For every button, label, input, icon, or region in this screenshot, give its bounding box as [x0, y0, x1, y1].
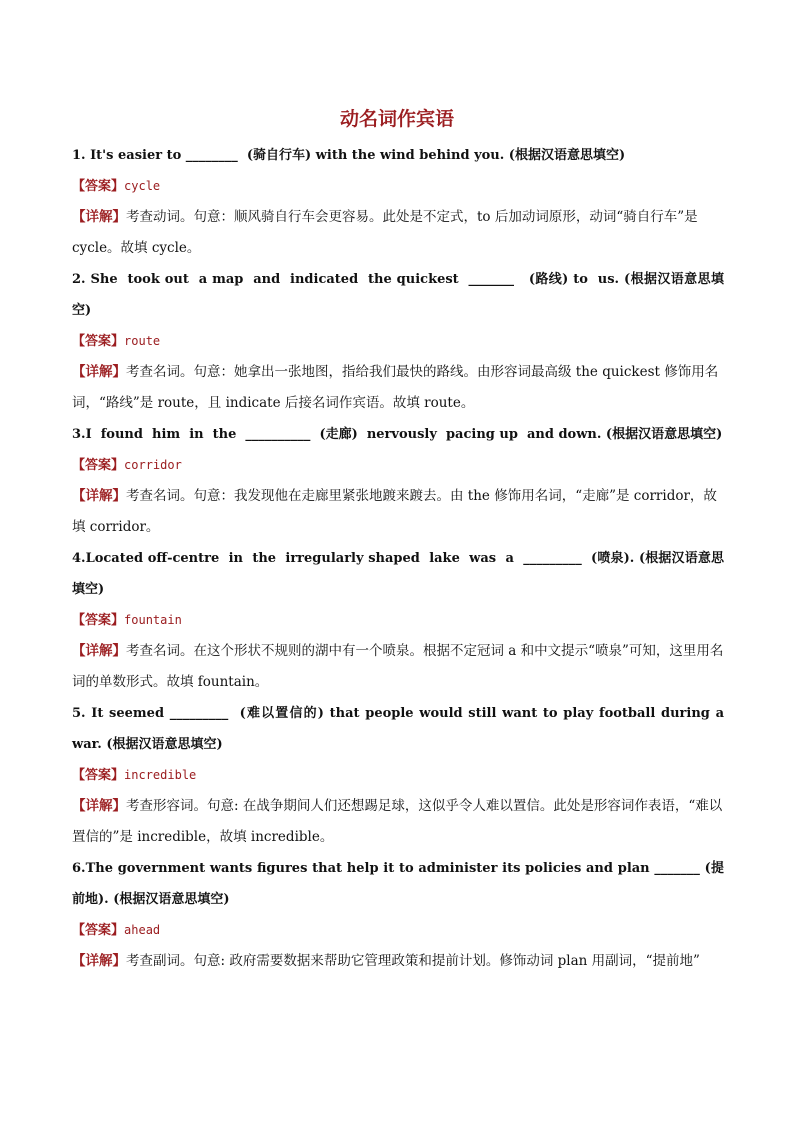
question-text: 2. She took out a map and indicated the quickest _______ (路线) to us. (根据汉语意思填空): [72, 272, 724, 318]
answer-line: [72, 450, 724, 481]
detail-text: 考查动词。句意：顺风骑自行车会更容易。此处是不定式，to 后加动词原形，动词“骑自行车”是 cycle。故填 cycle。: [72, 209, 702, 256]
answer-line: [72, 326, 724, 357]
detail-tag: 【详解】: [72, 488, 126, 504]
question-text: 6.The government wants figures that help it to administer its policies and plan _______ (提前地). (根据汉语意思填空): [72, 861, 724, 907]
detail-line: [72, 357, 724, 419]
detail-text: 考查名词。句意：我发现他在走廊里紧张地踱来踱去。由 the 修饰用名词，“走廊”是 corridor，故填 corridor。: [72, 488, 717, 535]
answer-line: [72, 171, 724, 202]
detail-line: [72, 791, 724, 853]
detail-line: [72, 636, 724, 698]
question-block: [72, 698, 729, 853]
detail-line: [72, 481, 724, 543]
question-block: [72, 853, 724, 977]
answer-value: incredible: [124, 768, 197, 782]
answer-tag: 【答案】: [72, 458, 125, 473]
answer-value: corridor: [124, 458, 182, 472]
answer-tag: 【答案】: [72, 613, 125, 628]
answer-line: [72, 915, 724, 946]
detail-tag: 【详解】: [72, 643, 126, 659]
detail-line: [72, 202, 724, 264]
answer-value: fountain: [124, 613, 182, 627]
detail-text: 考查副词。句意: 政府需要数据来帮助它管理政策和提前计划。修饰动词 plan 用副词，“提前地”: [126, 953, 700, 969]
question-block: [72, 264, 724, 419]
answer-tag: 【答案】: [72, 179, 125, 194]
answer-line: [72, 760, 724, 791]
answer-line: [72, 605, 724, 636]
question-text: 5. It seemed _________ (难以置信的) that people would still want to play football during a war. (根据汉语意思填空): [72, 706, 729, 752]
answer-tag: 【答案】: [72, 768, 125, 783]
answer-tag: 【答案】: [72, 334, 125, 349]
detail-line: [72, 946, 724, 977]
detail-tag: 【详解】: [72, 209, 126, 225]
answer-value: cycle: [124, 179, 161, 193]
question-block: [72, 543, 724, 698]
detail-tag: 【详解】: [72, 798, 126, 814]
answer-value: ahead: [124, 923, 161, 937]
detail-text: 考查名词。句意：她拿出一张地图，指给我们最快的路线。由形容词最高级 the quickest 修饰用名词，“路线”是 route，且 indicate 后接名词作宾语。故填 route。: [72, 364, 719, 411]
detail-text: 考查名词。在这个形状不规则的湖中有一个喷泉。根据不定冠词 a 和中文提示“喷泉”可知，这里用名词的单数形式。故填 fountain。: [72, 643, 724, 690]
question-block: [72, 419, 724, 543]
question-list: [72, 140, 729, 977]
answer-tag: 【答案】: [72, 923, 125, 938]
page-title: 动名词作宾语: [339, 108, 454, 130]
question-text: 1. It's easier to ________ (骑自行车) with the wind behind you. (根据汉语意思填空): [72, 148, 626, 163]
question-text: 4.Located off-centre in the irregularly shaped lake was a _________ (喷泉). (根据汉语意思填空): [72, 551, 724, 597]
answer-value: route: [124, 334, 161, 348]
question-block: [72, 140, 724, 264]
detail-text: 考查形容词。句意: 在战争期间人们还想踢足球，这似乎令人难以置信。此处是形容词作表语，“难以置信的”是 incredible，故填 incredible。: [72, 798, 723, 845]
detail-tag: 【详解】: [72, 364, 126, 380]
question-text: 3.I found him in the __________ (走廊) nervously pacing up and down. (根据汉语意思填空): [72, 427, 723, 442]
detail-tag: 【详解】: [72, 953, 126, 969]
